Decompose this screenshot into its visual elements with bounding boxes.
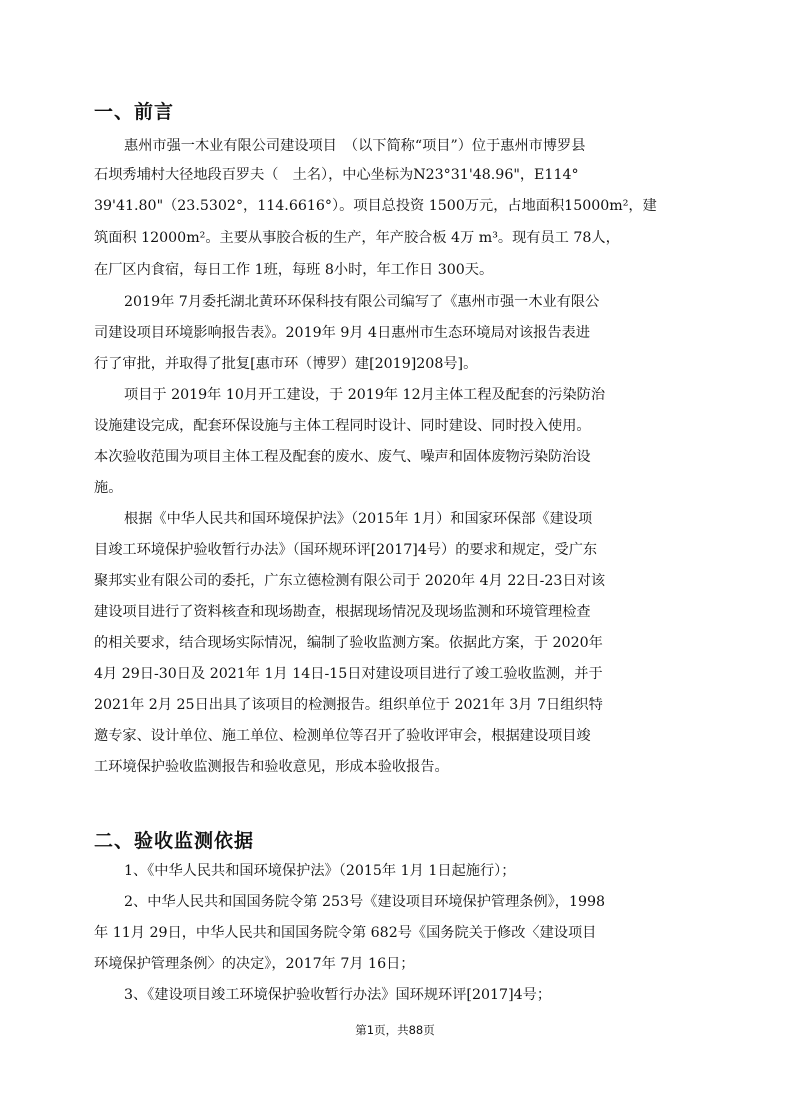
paragraph-line: 在厂区内食宿，每日工作 1班，每班 8小时，年工作日 300天。: [94, 262, 494, 278]
paragraph-line: 建设项目进行了资料核查和现场勘查，根据现场情况及现场监测和环境管理检查: [94, 604, 591, 620]
list-item: 3、《建设项目竣工环境保护验收暂行办法》国环规环评[2017]4号；: [124, 987, 552, 1003]
paragraph-line: 本次验收范围为项目主体工程及配套的废水、废气、噪声和固体废物污染防治设: [94, 449, 591, 465]
paragraph-line: 司建设项目环境影响报告表》。2019年 9月 4日惠州市生态环境局对该报告表进: [94, 325, 590, 341]
section-heading-preface: 一、前言: [94, 101, 175, 123]
paragraph-line: 石坝秀埔村大径地段百罗夫（ 土名），中心坐标为N23°31'48.96"，E114°: [94, 167, 579, 183]
paragraph-line: 聚邦实业有限公司的委托，广东立德检测有限公司于 2020年 4月 22日-23日对该: [94, 573, 606, 589]
paragraph-line: 设施建设完成，配套环保设施与主体工程同时设计、同时建设、同时投入使用。: [94, 418, 591, 434]
list-item: 1、《中华人民共和国环境保护法》（2015年 1月 1日起施行）；: [124, 863, 516, 879]
list-item-continuation: 环境保护管理条例〉的决定》，2017年 7月 16日；: [94, 956, 415, 972]
paragraph-line: 工环境保护验收监测报告和验收意见，形成本验收报告。: [94, 759, 449, 775]
list-item-continuation: 年 11月 29日，中华人民共和国国务院令第 682号《国务院关于修改〈建设项目: [94, 925, 597, 941]
page-number-footer: 第1页，共88页: [355, 1023, 435, 1037]
paragraph-line: 筑面积 12000m²。主要从事胶合板的生产，年产胶合板 4万 m³。现有员工 78人，: [94, 230, 620, 246]
section-heading-basis: 二、验收监测依据: [94, 830, 255, 852]
paragraph-line: 39'41.80"（23.5302°，114.6616°）。项目总投资 1500万元，占地面积15000m²，建: [94, 198, 657, 214]
paragraph-line: 行了审批，并取得了批复[惠市环（博罗）建[2019]208号]。: [94, 356, 478, 372]
paragraph-line: 项目于 2019年 10月开工建设，于 2019年 12月主体工程及配套的污染防治: [124, 387, 606, 403]
list-item: 2、中华人民共和国国务院令第 253号《建设项目环境保护管理条例》，1998: [124, 894, 606, 910]
paragraph-line: 目竣工环境保护验收暂行办法》（国环规环评[2017]4号）的要求和规定，受广东: [94, 542, 598, 558]
paragraph-line: 2021年 2月 25日出具了该项目的检测报告。组织单位于 2021年 3月 7日组织特: [94, 697, 603, 713]
paragraph-line: 2019年 7月委托湖北黄环环保科技有限公司编写了《惠州市强一木业有限公: [124, 294, 600, 310]
paragraph-line: 惠州市强一木业有限公司建设项目 （以下简称“项目”）位于惠州市博罗县: [124, 138, 586, 154]
paragraph-line: 4月 29日-30日及 2021年 1月 14日-15日对建设项目进行了竣工验收监测，并于: [94, 666, 603, 682]
paragraph-line: 施。: [94, 480, 123, 496]
paragraph-line: 邀专家、设计单位、施工单位、检测单位等召开了验收评审会，根据建设项目竣: [94, 728, 591, 744]
paragraph-line: 根据《中华人民共和国环境保护法》（2015年 1月）和国家环保部《建设项: [124, 511, 593, 527]
paragraph-line: 的相关要求，结合现场实际情况，编制了验收监测方案。依据此方案，于 2020年: [94, 635, 603, 651]
